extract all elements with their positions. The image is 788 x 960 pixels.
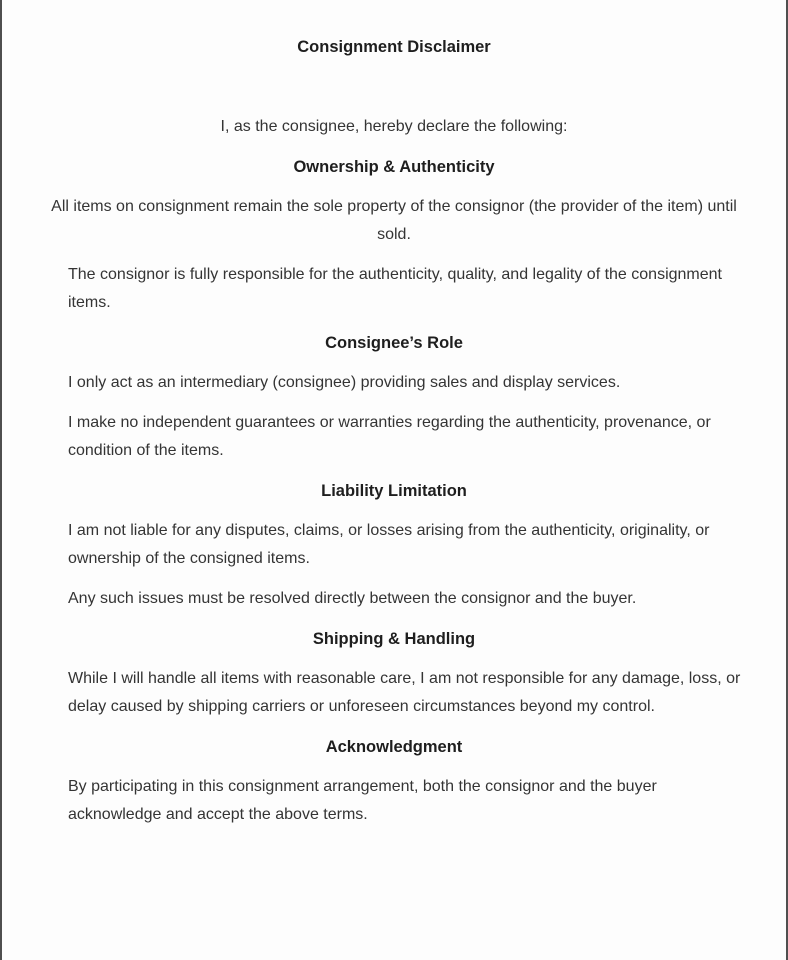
paragraph-shipping-1: While I will handle all items with reasonable care, I am not responsible for any damage, loss, or delay caused by shipping carriers or unforeseen circumstances beyond my control. — [68, 670, 741, 715]
paragraph-ownership-1: All items on consignment remain the sole property of the consignor (the provider of the item) until sold. — [51, 198, 737, 243]
declaration-intro-line: I, as the consignee, hereby declare the following: — [220, 118, 568, 135]
consignment-disclaimer-document — [2, 0, 786, 829]
paragraph-liability-1: I am not liable for any disputes, claims, or losses arising from the authenticity, originality, or ownership of the consigned items. — [68, 522, 710, 567]
paragraph-role-2: I make no independent guarantees or warranties regarding the authenticity, provenance, or condition of the items. — [68, 414, 711, 459]
document-title: Consignment Disclaimer — [297, 38, 491, 56]
section-heading-liability-limitation: Liability Limitation — [321, 482, 467, 500]
section-heading-shipping-handling: Shipping & Handling — [312, 630, 476, 648]
section-heading-acknowledgment: Acknowledgment — [325, 738, 463, 756]
section-heading-ownership-authenticity: Ownership & Authenticity — [293, 158, 495, 176]
paragraph-liability-2: Any such issues must be resolved directly between the consignor and the buyer. — [68, 590, 637, 607]
paragraph-ownership-2: The consignor is fully responsible for the authenticity, quality, and legality of the consignment items. — [68, 266, 722, 311]
section-heading-consignees-role: Consignee’s Role — [325, 334, 463, 352]
paragraph-role-1: I only act as an intermediary (consignee) providing sales and display services. — [68, 374, 621, 391]
paragraph-acknowledgment-1: By participating in this consignment arrangement, both the consignor and the buyer acknowledge and accept the above terms. — [68, 778, 657, 823]
